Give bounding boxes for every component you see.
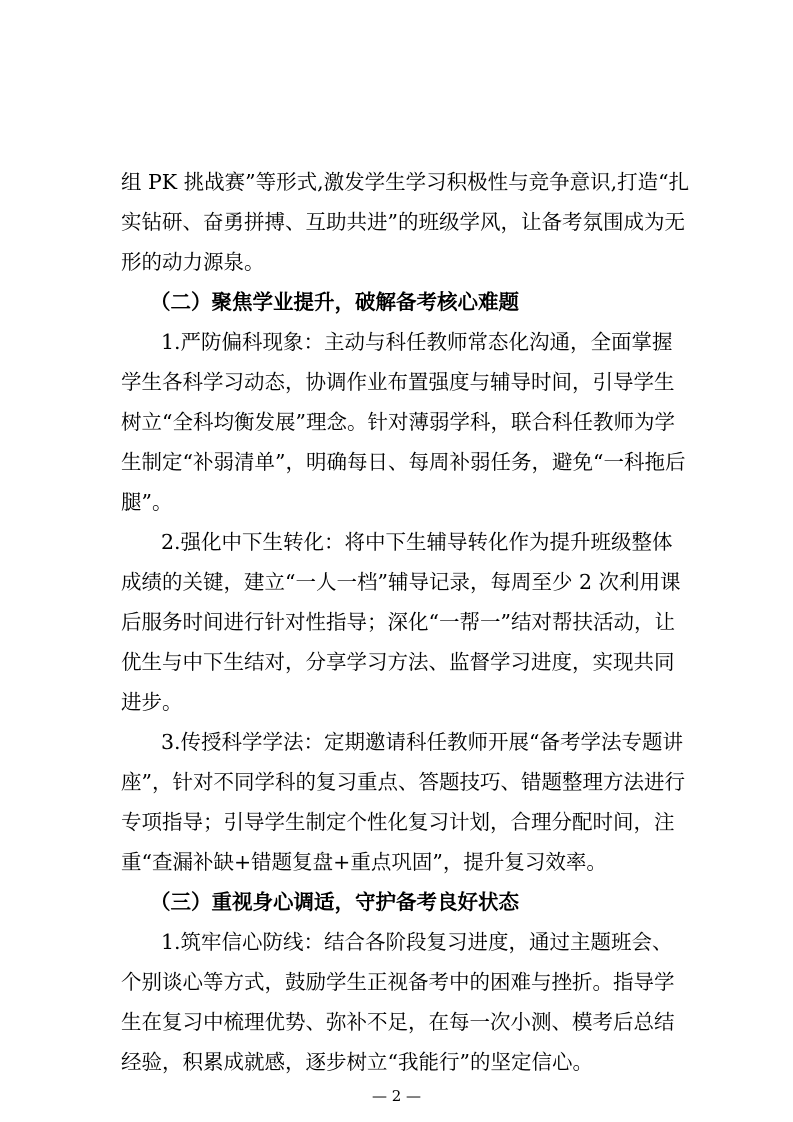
paragraph-line xyxy=(0,922,793,962)
page-number: — 2 — xyxy=(371,1087,422,1105)
line-text: 优生与中下生结对，分享学习方法、监督学习进度，实现共同 xyxy=(121,650,675,674)
paragraph-line xyxy=(0,202,793,242)
paragraph-line xyxy=(0,602,793,642)
line-text: 学生各科学习动态，协调作业布置强度与辅导时间，引导学生 xyxy=(121,370,675,394)
paragraph-line xyxy=(0,842,793,882)
line-text: 个别谈心等方式，鼓励学生正视备考中的困难与挫折。指导学 xyxy=(121,970,675,994)
paragraph-line xyxy=(0,322,793,362)
paragraph-line xyxy=(0,1042,793,1082)
heading-text: （三）重视身心调适，守护备考良好状态 xyxy=(150,890,519,914)
paragraph-line xyxy=(0,522,793,562)
paragraph-line xyxy=(0,402,793,442)
line-text: 座”，针对不同学科的复习重点、答题技巧、错题整理方法进行 xyxy=(121,770,685,794)
line-text: 2.强化中下生转化：将中下生辅导转化作为提升班级整体 xyxy=(161,530,673,554)
paragraph-line xyxy=(0,762,793,802)
line-text: 形的动力源泉。 xyxy=(121,250,265,274)
line-text: 生制定“补弱清单”，明确每日、每周补弱任务，避免“一科拖后 xyxy=(121,450,686,474)
line-text: 实钻研、奋勇拼搏、互助共进”的班级学风，让备考氛围成为无 xyxy=(121,210,685,234)
paragraph-line xyxy=(0,242,793,282)
line-text: 组 PK 挑战赛”等形式,激发学生学习积极性与竞争意识,打造“扎 xyxy=(121,170,690,194)
heading-text: （二）聚焦学业提升，破解备考核心难题 xyxy=(150,290,519,314)
paragraph-line xyxy=(0,722,793,762)
line-text: 腿”。 xyxy=(121,490,173,514)
paragraph-line xyxy=(0,642,793,682)
paragraph-line xyxy=(0,802,793,842)
section-heading xyxy=(0,882,793,922)
line-text: 进步。 xyxy=(121,690,183,714)
line-text: 1.筑牢信心防线：结合各阶段复习进度，通过主题班会、 xyxy=(161,930,673,954)
paragraph-line xyxy=(0,1002,793,1042)
line-text: 专项指导；引导学生制定个性化复习计划，合理分配时间，注 xyxy=(121,810,675,834)
paragraph-line xyxy=(0,482,793,522)
line-text: 3.传授科学学法：定期邀请科任教师开展“备考学法专题讲 xyxy=(161,730,684,754)
paragraph-line xyxy=(0,562,793,602)
line-text: 1.严防偏科现象：主动与科任教师常态化沟通，全面掌握 xyxy=(161,330,673,354)
paragraph-line xyxy=(0,442,793,482)
paragraph-line xyxy=(0,682,793,722)
line-text: 树立“全科均衡发展”理念。针对薄弱学科，联合科任教师为学 xyxy=(121,410,675,434)
line-text: 经验，积累成就感，逐步树立“我能行”的坚定信心。 xyxy=(121,1050,593,1074)
line-text: 成绩的关键，建立“一人一档”辅导记录，每周至少 2 次利用课 xyxy=(121,570,681,594)
paragraph-line xyxy=(0,162,793,202)
line-text: 生在复习中梳理优势、弥补不足，在每一次小测、模考后总结 xyxy=(121,1010,675,1034)
paragraph-line xyxy=(0,362,793,402)
section-heading xyxy=(0,282,793,322)
paragraph-line xyxy=(0,962,793,1002)
line-text: 重“查漏补缺+错题复盘+重点巩固”，提升复习效率。 xyxy=(121,850,607,874)
line-text: 后服务时间进行针对性指导；深化“一帮一”结对帮扶活动，让 xyxy=(121,610,675,634)
